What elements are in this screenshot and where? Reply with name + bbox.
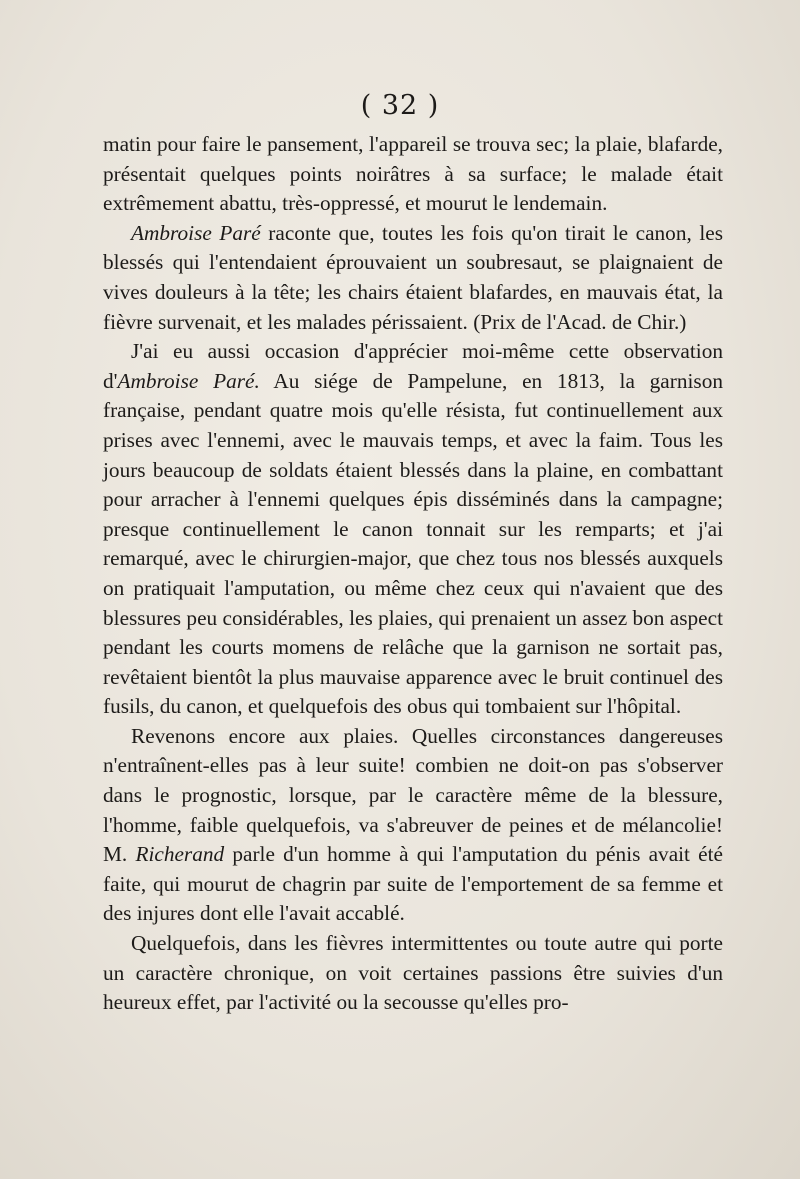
text-run: Quelquefois, dans les fièvres intermittentes ou toute autre qui porte un caractère chronique, on voit certaines passions être suivies d'un heureux effet, par l'activité ou la secousse qu'elles pro-	[103, 931, 723, 1015]
text-run: raconte que, toutes les fois qu'on tirait le canon, les blessés qui l'entendaient éprouvaient un soubresaut, se plaignaient de vives douleurs à la tête; les chairs étaient blafardes, en mauvais état, la fièvre survenait, et les malades périssaient. (Prix de l'Acad. de Chir.)	[103, 220, 723, 334]
paragraph-p4	[103, 722, 723, 929]
text-run: J'ai eu aussi occasion d'apprécier moi-même cette observation d'	[103, 339, 723, 393]
text-run: matin pour faire le pansement, l'appareil se trouva sec; la plaie, blafarde, présentait quelques points noirâtres à sa surface; le malade était extrêmement abattu, très-oppressé, et mourut le lendemain.	[103, 132, 723, 216]
text-run: parle d'un homme à qui l'amputation du pénis avait été faite, qui mourut de chagrin par suite de l'emportement de sa femme et des injures dont elle l'avait accablé.	[103, 842, 723, 926]
paragraph-p3	[103, 337, 723, 722]
paragraph-p5	[103, 929, 723, 1018]
body-text	[103, 130, 723, 1018]
page-number: ( 32 )	[360, 90, 440, 121]
italic-name: Richerand	[135, 842, 225, 867]
text-run: Revenons encore aux plaies. Quelles circonstances dangereuses n'entraînent-elles pas à leur suite! combien ne doit-on pas s'observer dans le prognostic, lorsque, par le caractère même de la blessure, l'homme, faible quelquefois, va s'abreuver de peines et de mélancolie! M.	[103, 723, 723, 867]
text-run: Au siége de Pampelune, en 1813, la garnison française, pendant quatre mois qu'elle résista, fut continuellement aux prises avec l'ennemi, avec le mauvais temps, et avec la faim. Tous les jours beaucoup de soldats étaient blessés dans la plaine, en combattant pour arracher à l'ennemi quelques épis disséminés dans la campagne; presque continuellement le canon tonnait sur les remparts; et j'ai remarqué, avec le chirurgien-major, que chez tous nos blessés auxquels on pratiquait l'amputation, ou même chez ceux qui n'avaient que des blessures peu considérables, les plaies, qui prenaient un assez bon aspect pendant les courts momens de relâche que la garnison ne sortait pas, revêtaient bientôt la plus mauvaise apparence avec le bruit continuel des fusils, du canon, et quelquefois des obus qui tombaient sur l'hôpital.	[103, 368, 723, 719]
paragraph-p2	[103, 219, 723, 337]
paragraph-p1	[103, 130, 723, 219]
italic-name: Ambroise Paré	[131, 220, 261, 245]
italic-name: Ambroise Paré.	[117, 368, 260, 393]
